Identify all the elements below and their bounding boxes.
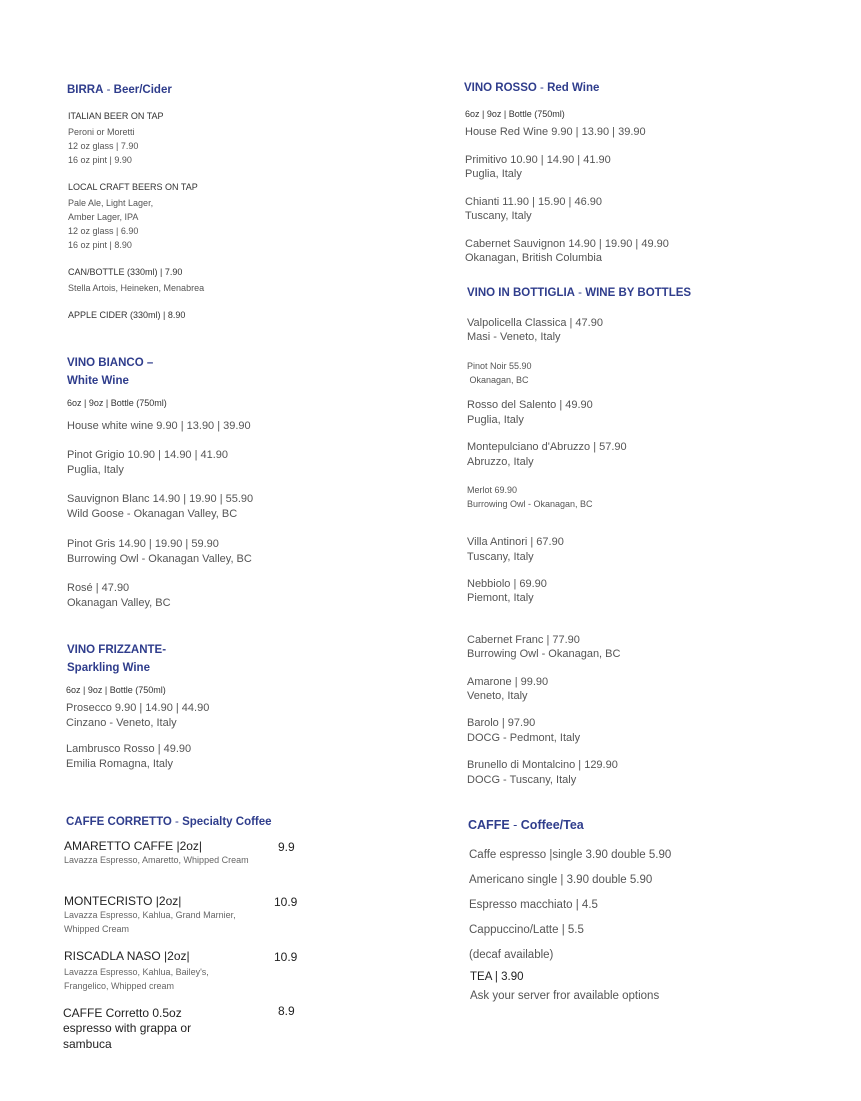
italian-tap-header: ITALIAN BEER ON TAP <box>68 111 164 121</box>
wine-name: Pinot Grigio 10.90 | 14.90 | 41.90 <box>67 449 229 461</box>
birra-title-en: Beer/Cider <box>113 84 172 96</box>
wine-name: House white wine 9.90 | 13.90 | 39.90 <box>67 420 251 432</box>
coffee-item: Caffe espresso |single 3.90 double 5.90 <box>469 849 672 861</box>
wine-name: Chianti 11.90 | 15.90 | 46.90 <box>465 196 603 208</box>
corretto-last-name: CAFFE Corretto 0.5oz <box>63 1006 182 1020</box>
coffee-item: Cappuccino/Latte | 5.5 <box>469 924 584 936</box>
bottiglia-heading: VINO IN BOTTIGLIA - WINE BY BOTTLES <box>467 287 692 299</box>
bianco-title-en: White Wine <box>67 375 129 387</box>
wine-origin: Burrowing Owl - Okanagan, BC <box>467 648 621 660</box>
italian-tap-line: Peroni or Moretti <box>68 127 135 137</box>
apple-cider: APPLE CIDER (330ml) | 8.90 <box>68 310 186 320</box>
wine-name: Nebbiolo | 69.90 <box>467 578 547 590</box>
wine-name: Primitivo 10.90 | 14.90 | 41.90 <box>465 154 611 166</box>
wine-origin: Wild Goose - Okanagan Valley, BC <box>67 508 238 520</box>
wine-origin: DOCG - Pedmont, Italy <box>467 732 581 744</box>
wine-origin: Puglia, Italy <box>467 414 524 426</box>
wine-name: Prosecco 9.90 | 14.90 | 44.90 <box>66 702 210 714</box>
wine-name: Rosé | 47.90 <box>67 582 130 594</box>
wine-origin: DOCG - Tuscany, Italy <box>467 774 577 786</box>
wine-origin: Okanagan Valley, BC <box>67 597 171 609</box>
frizzante-sizes: 6oz | 9oz | Bottle (750ml) <box>66 685 166 695</box>
corretto-item-name: MONTECRISTO |2oz| <box>64 894 182 908</box>
wine-name: Lambrusco Rosso | 49.90 <box>66 743 192 755</box>
wine-origin: Masi - Veneto, Italy <box>467 331 561 343</box>
bianco-title-it: VINO BIANCO – <box>67 357 154 369</box>
wine-origin: Abruzzo, Italy <box>467 456 534 468</box>
craft-tap-line: Pale Ale, Light Lager, <box>68 198 154 208</box>
corretto-last-price: 8.9 <box>278 1004 295 1018</box>
bottiglia-title-en: WINE BY BOTTLES <box>585 287 692 299</box>
italian-tap-line: 16 oz pint | 9.90 <box>68 155 132 165</box>
wine-name: Sauvignon Blanc 14.90 | 19.90 | 55.90 <box>67 493 254 505</box>
wine-origin: Burrowing Owl - Okanagan Valley, BC <box>67 553 252 565</box>
rosso-title-en: Red Wine <box>547 82 600 94</box>
wine-name: Rosso del Salento | 49.90 <box>467 399 593 411</box>
wine-origin: Okanagan, British Columbia <box>465 252 602 264</box>
caffe-heading: CAFFE - Coffee/Tea <box>468 818 584 832</box>
corretto-last-line: espresso with grappa or <box>63 1021 192 1035</box>
wine-name: Cabernet Sauvignon 14.90 | 19.90 | 49.90 <box>465 238 669 250</box>
caffe-title-en: Coffee/Tea <box>520 818 584 832</box>
wine-name: Barolo | 97.90 <box>467 717 536 729</box>
corretto-item-price: 10.9 <box>274 950 298 964</box>
rosso-heading: VINO ROSSO - Red Wine <box>464 82 600 94</box>
corretto-item-price: 10.9 <box>274 895 298 909</box>
craft-tap-header: LOCAL CRAFT BEERS ON TAP <box>68 182 198 192</box>
corretto-item-name: AMARETTO CAFFE |2oz| <box>64 839 203 853</box>
can-bottle-header: CAN/BOTTLE (330ml) | 7.90 <box>68 267 183 277</box>
wine-name: Montepulciano d'Abruzzo | 57.90 <box>467 441 627 453</box>
wine-name: Brunello di Montalcino | 129.90 <box>467 759 618 771</box>
corretto-item-price: 9.9 <box>278 840 295 854</box>
wine-origin: Okanagan, BC <box>467 375 529 385</box>
corretto-item-name: RISCADLA NASO |2oz| <box>64 949 190 963</box>
corretto-heading: CAFFE CORRETTO - Specialty Coffee <box>66 816 272 828</box>
craft-tap-line: Amber Lager, IPA <box>68 212 139 222</box>
bottiglia-title-it: VINO IN BOTTIGLIA <box>467 287 575 299</box>
wine-origin: Burrowing Owl - Okanagan, BC <box>467 499 593 509</box>
corretto-last-line: sambuca <box>63 1037 112 1051</box>
italian-tap-line: 12 oz glass | 7.90 <box>68 141 139 151</box>
corretto-item-desc: Lavazza Espresso, Kahlua, Grand Marnier, Whipped Cream <box>64 910 236 934</box>
corretto-title-it: CAFFE CORRETTO <box>66 816 172 828</box>
bianco-sizes: 6oz | 9oz | Bottle (750ml) <box>67 398 167 408</box>
corretto-item-desc: Lavazza Espresso, Kahlua, Bailey's, Frangelico, Whipped cream <box>64 967 209 991</box>
wine-name: Merlot 69.90 <box>467 485 518 495</box>
wine-name: House Red Wine 9.90 | 13.90 | 39.90 <box>465 126 646 138</box>
birra-title-it: BIRRA <box>67 84 104 96</box>
wine-origin: Tuscany, Italy <box>467 551 534 563</box>
coffee-item: Americano single | 3.90 double 5.90 <box>469 874 653 886</box>
corretto-item-desc: Lavazza Espresso, Amaretto, Whipped Cream <box>64 855 249 865</box>
coffee-item: Espresso macchiato | 4.5 <box>469 899 598 911</box>
tea-item: TEA | 3.90 <box>470 971 524 983</box>
wine-origin: Puglia, Italy <box>465 168 522 180</box>
can-bottle-line: Stella Artois, Heineken, Menabrea <box>68 283 205 293</box>
craft-tap-line: 12 oz glass | 6.90 <box>68 226 139 236</box>
wine-name: Valpolicella Classica | 47.90 <box>467 317 603 329</box>
wine-origin: Veneto, Italy <box>467 690 528 702</box>
tea-note: Ask your server fror available options <box>470 990 660 1002</box>
frizzante-title-it: VINO FRIZZANTE- <box>67 644 167 656</box>
decaf-note: (decaf available) <box>469 949 554 961</box>
wine-origin: Cinzano - Veneto, Italy <box>66 717 177 729</box>
birra-heading: BIRRA - Beer/Cider <box>67 84 172 96</box>
wine-name: Villa Antinori | 67.90 <box>467 536 564 548</box>
craft-tap-line: 16 oz pint | 8.90 <box>68 240 132 250</box>
wine-origin: Tuscany, Italy <box>465 210 532 222</box>
rosso-title-it: VINO ROSSO <box>464 82 537 94</box>
wine-name: Cabernet Franc | 77.90 <box>467 634 580 646</box>
rosso-sizes: 6oz | 9oz | Bottle (750ml) <box>465 109 565 119</box>
caffe-title-it: CAFFE <box>468 818 510 832</box>
corretto-title-en: Specialty Coffee <box>182 816 272 828</box>
wine-origin: Piemont, Italy <box>467 592 534 604</box>
wine-origin: Emilia Romagna, Italy <box>66 758 173 770</box>
frizzante-title-en: Sparkling Wine <box>67 662 150 674</box>
wine-origin: Puglia, Italy <box>67 464 124 476</box>
wine-name: Pinot Gris 14.90 | 19.90 | 59.90 <box>67 538 219 550</box>
wine-name: Pinot Noir 55.90 <box>467 361 532 371</box>
wine-name: Amarone | 99.90 <box>467 676 549 688</box>
